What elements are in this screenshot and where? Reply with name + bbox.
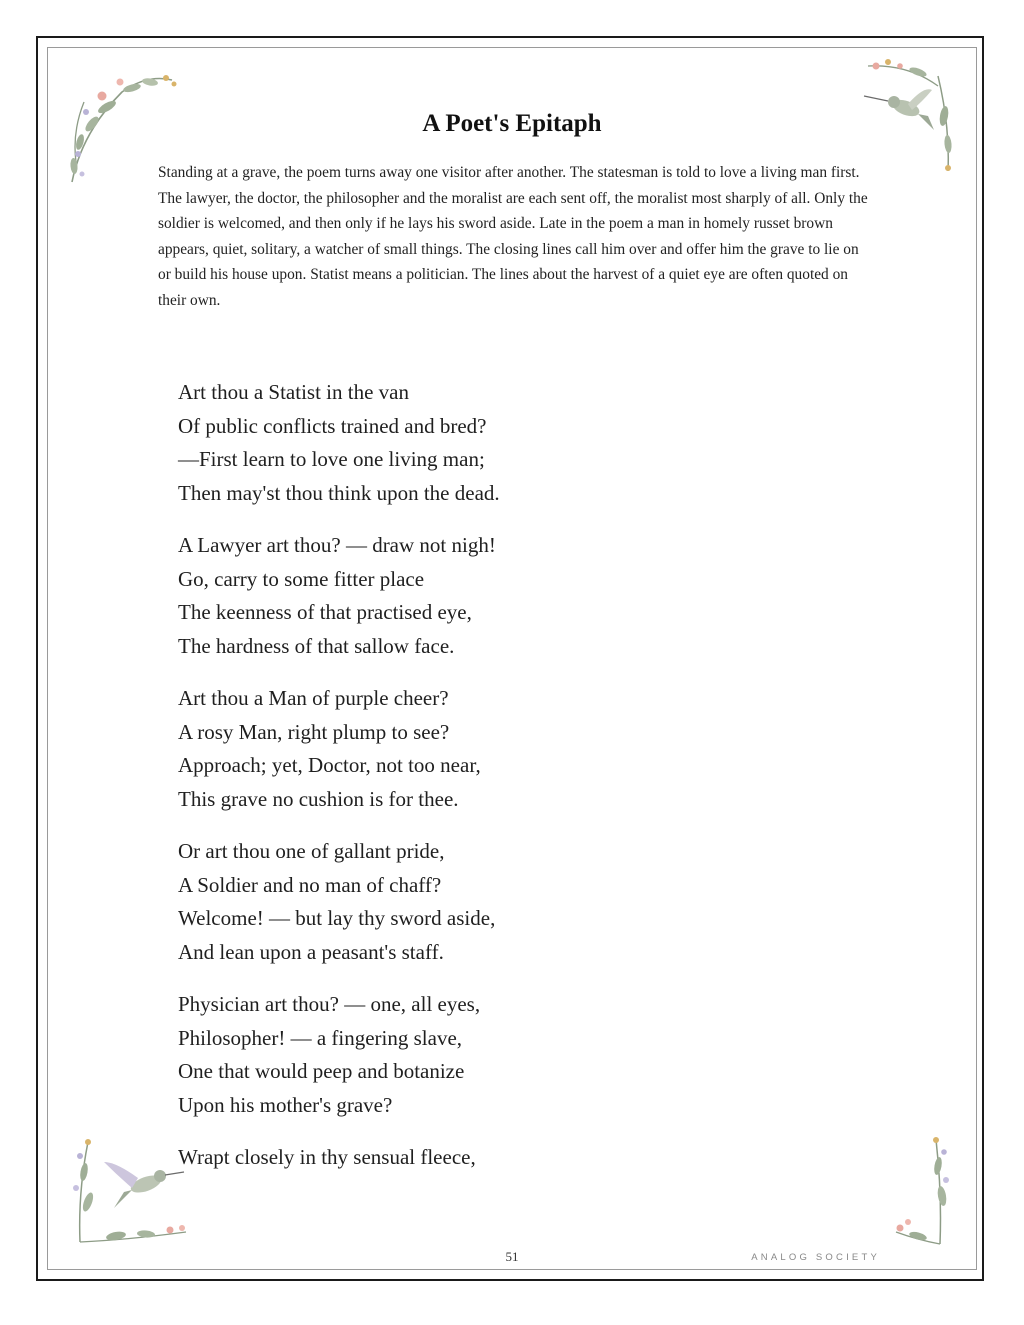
poem-line: Or art thou one of gallant pride,	[178, 839, 445, 863]
stanza	[178, 682, 738, 816]
footer-brand: ANALOG SOCIETY	[751, 1252, 880, 1263]
poem-line: The keenness of that practised eye,	[178, 600, 472, 624]
stanza	[178, 1141, 738, 1175]
hummingbird-floral-icon	[66, 1132, 196, 1248]
poem-line: Physician art thou? — one, all eyes,	[178, 992, 481, 1016]
poem-body	[178, 376, 738, 1194]
poem-line: And lean upon a peasant's staff.	[178, 939, 444, 964]
page-title: A Poet's Epitaph	[422, 110, 602, 137]
poem-line: —First learn to love one living man;	[178, 447, 485, 471]
poem-line: This grave no cushion is for thee.	[178, 786, 459, 811]
page-number: 51	[505, 1249, 519, 1264]
poem-line: Philosopher! — a fingering slave,	[178, 1025, 463, 1050]
poem-line: Approach; yet, Doctor, not too near,	[178, 753, 481, 777]
poem-line: A rosy Man, right plump to see?	[178, 719, 450, 744]
poem-line: Wrapt closely in thy sensual fleece,	[178, 1145, 476, 1169]
poem-summary: Standing at a grave, the poem turns away one visitor after another. The statesman is told to love a living man first. The lawyer, the doctor, the philosopher and the moralist are each sent off, the moralist most sharply of all. Only the soldier is welcomed, and then only if he lays his sword aside. Late in the poem a man in homely russet brown appears, quiet, solitary, a watcher of small things. The closing lines call him over and offer him the grave to lie on or build his house upon. Statist means a politician. The lines about the harvest of a quiet eye are often quoted on their own.	[158, 164, 868, 309]
stanza	[178, 835, 738, 969]
poem-line: Then may'st thou think upon the dead.	[178, 480, 500, 505]
poem-line: Art thou a Man of purple cheer?	[178, 686, 449, 710]
poem-line: One that would peep and botanize	[178, 1059, 465, 1083]
poem-line: Go, carry to some fitter place	[178, 566, 425, 591]
poem-line: The hardness of that sallow face.	[178, 633, 455, 658]
stanza	[178, 376, 738, 510]
poem-line: Upon his mother's grave?	[178, 1092, 393, 1117]
poem-line: A Soldier and no man of chaff?	[178, 872, 442, 897]
poem-line: Of public conflicts trained and bred?	[178, 413, 487, 438]
poem-line: A Lawyer art thou? — draw not nigh!	[178, 533, 496, 557]
poem-line: Art thou a Statist in the van	[178, 380, 409, 404]
stanza	[178, 988, 738, 1122]
floral-sprig-icon	[888, 1132, 958, 1248]
poem-line: Welcome! — but lay thy sword aside,	[178, 906, 496, 930]
stanza	[178, 529, 738, 663]
